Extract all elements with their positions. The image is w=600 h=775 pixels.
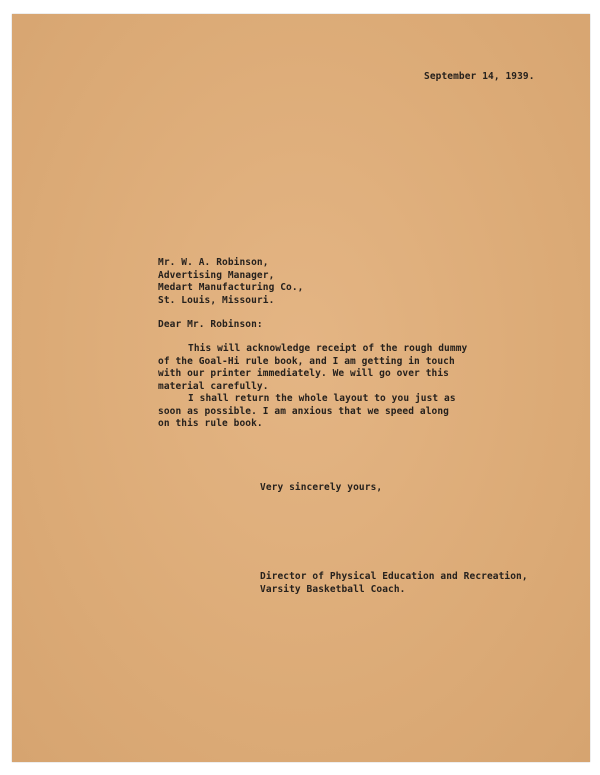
- address-line: Medart Manufacturing Co.,: [158, 282, 304, 293]
- paragraph-line: with our printer immediately. We will go over this: [158, 368, 449, 379]
- paragraph-line: of the Goal-Hi rule book, and I am getting in touch: [158, 355, 455, 367]
- address-line: St. Louis, Missouri.: [158, 294, 275, 306]
- body-paragraph-1: [158, 343, 467, 393]
- signature-line: Varsity Basketball Coach.: [260, 583, 406, 595]
- paragraph-line: soon as possible. I am anxious that we speed along: [158, 405, 449, 417]
- address-line: Advertising Manager,: [158, 269, 275, 281]
- paragraph-line: This will acknowledge receipt of the rough dummy: [188, 343, 468, 354]
- recipient-address: [158, 257, 304, 307]
- body-paragraph-2: [158, 393, 456, 431]
- letter-date: September 14, 1939.: [424, 71, 535, 82]
- salutation: Dear Mr. Robinson:: [158, 319, 263, 330]
- paragraph-line: material carefully.: [158, 380, 269, 392]
- closing: Very sincerely yours,: [260, 482, 383, 493]
- address-line: Mr. W. A. Robinson,: [158, 257, 269, 268]
- paragraph-line: on this rule book.: [158, 418, 263, 429]
- letter-page: [12, 14, 590, 762]
- signature-line: Director of Physical Education and Recreation,: [260, 571, 528, 582]
- signature-block: [260, 571, 528, 596]
- paragraph-line: I shall return the whole layout to you just as: [188, 393, 456, 404]
